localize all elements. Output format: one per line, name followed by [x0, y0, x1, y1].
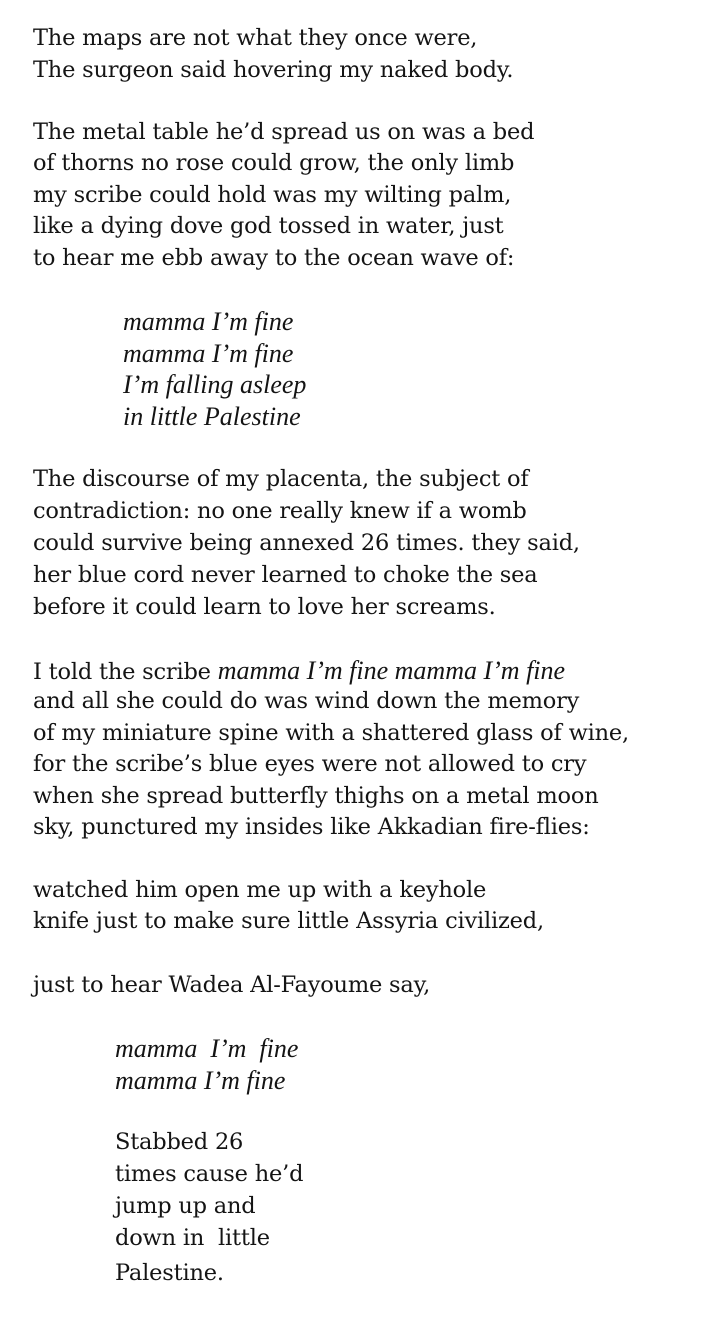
refrain-line: I’m falling asleep: [123, 370, 307, 399]
poem-line: jump up and: [115, 1193, 256, 1219]
poem-line: for the scribe’s blue eyes were not allowed to cry: [33, 751, 587, 777]
poem-line: down in little: [115, 1225, 270, 1251]
poem-line: could survive being annexed 26 times. they said,: [33, 530, 580, 556]
poem-line: The surgeon said hovering my naked body.: [33, 57, 514, 83]
poem-line: Stabbed 26: [115, 1129, 244, 1155]
refrain-line: mamma I’m fine: [123, 307, 294, 336]
refrain-line: mamma I’m fine: [123, 339, 294, 368]
poem-line: before it could learn to love her screams.: [33, 594, 496, 620]
poem-line: knife just to make sure little Assyria civilized,: [33, 908, 544, 934]
poem-line: like a dying dove god tossed in water, just: [33, 213, 504, 239]
poem-line: sky, punctured my insides like Akkadian fire-flies:: [33, 814, 590, 840]
poem-line-italic: mamma I’m fine mamma I’m fine: [217, 656, 566, 685]
refrain-line: mamma I’m fine: [115, 1034, 299, 1063]
poem-line: her blue cord never learned to choke the sea: [33, 562, 538, 588]
poem-line: [33, 655, 565, 688]
poem-line: times cause he’d: [115, 1161, 304, 1187]
poem-line: The discourse of my placenta, the subject of: [33, 466, 529, 492]
poem-line: when she spread butterfly thighs on a metal moon: [33, 783, 599, 809]
poem-line: of thorns no rose could grow, the only limb: [33, 150, 515, 176]
poem-line: The maps are not what they once were,: [33, 25, 478, 51]
poem-line: of my miniature spine with a shattered glass of wine,: [33, 720, 629, 746]
poem-line-prefix: I told the scribe: [33, 659, 218, 685]
poem-line: watched him open me up with a keyhole: [33, 877, 487, 903]
poem-line: and all she could do was wind down the memory: [33, 688, 580, 714]
refrain-line: in little Palestine: [123, 402, 301, 431]
poem-line: The metal table he’d spread us on was a bed: [33, 119, 535, 145]
poem-line: my scribe could hold was my wilting palm,: [33, 182, 512, 208]
poem-line: Palestine.: [115, 1260, 224, 1286]
poem-line: to hear me ebb away to the ocean wave of:: [33, 245, 515, 271]
refrain-line: mamma I’m fine: [115, 1066, 286, 1095]
poem-line: contradiction: no one really knew if a womb: [33, 498, 527, 524]
poem-line: just to hear Wadea Al-Fayoume say,: [33, 972, 431, 998]
